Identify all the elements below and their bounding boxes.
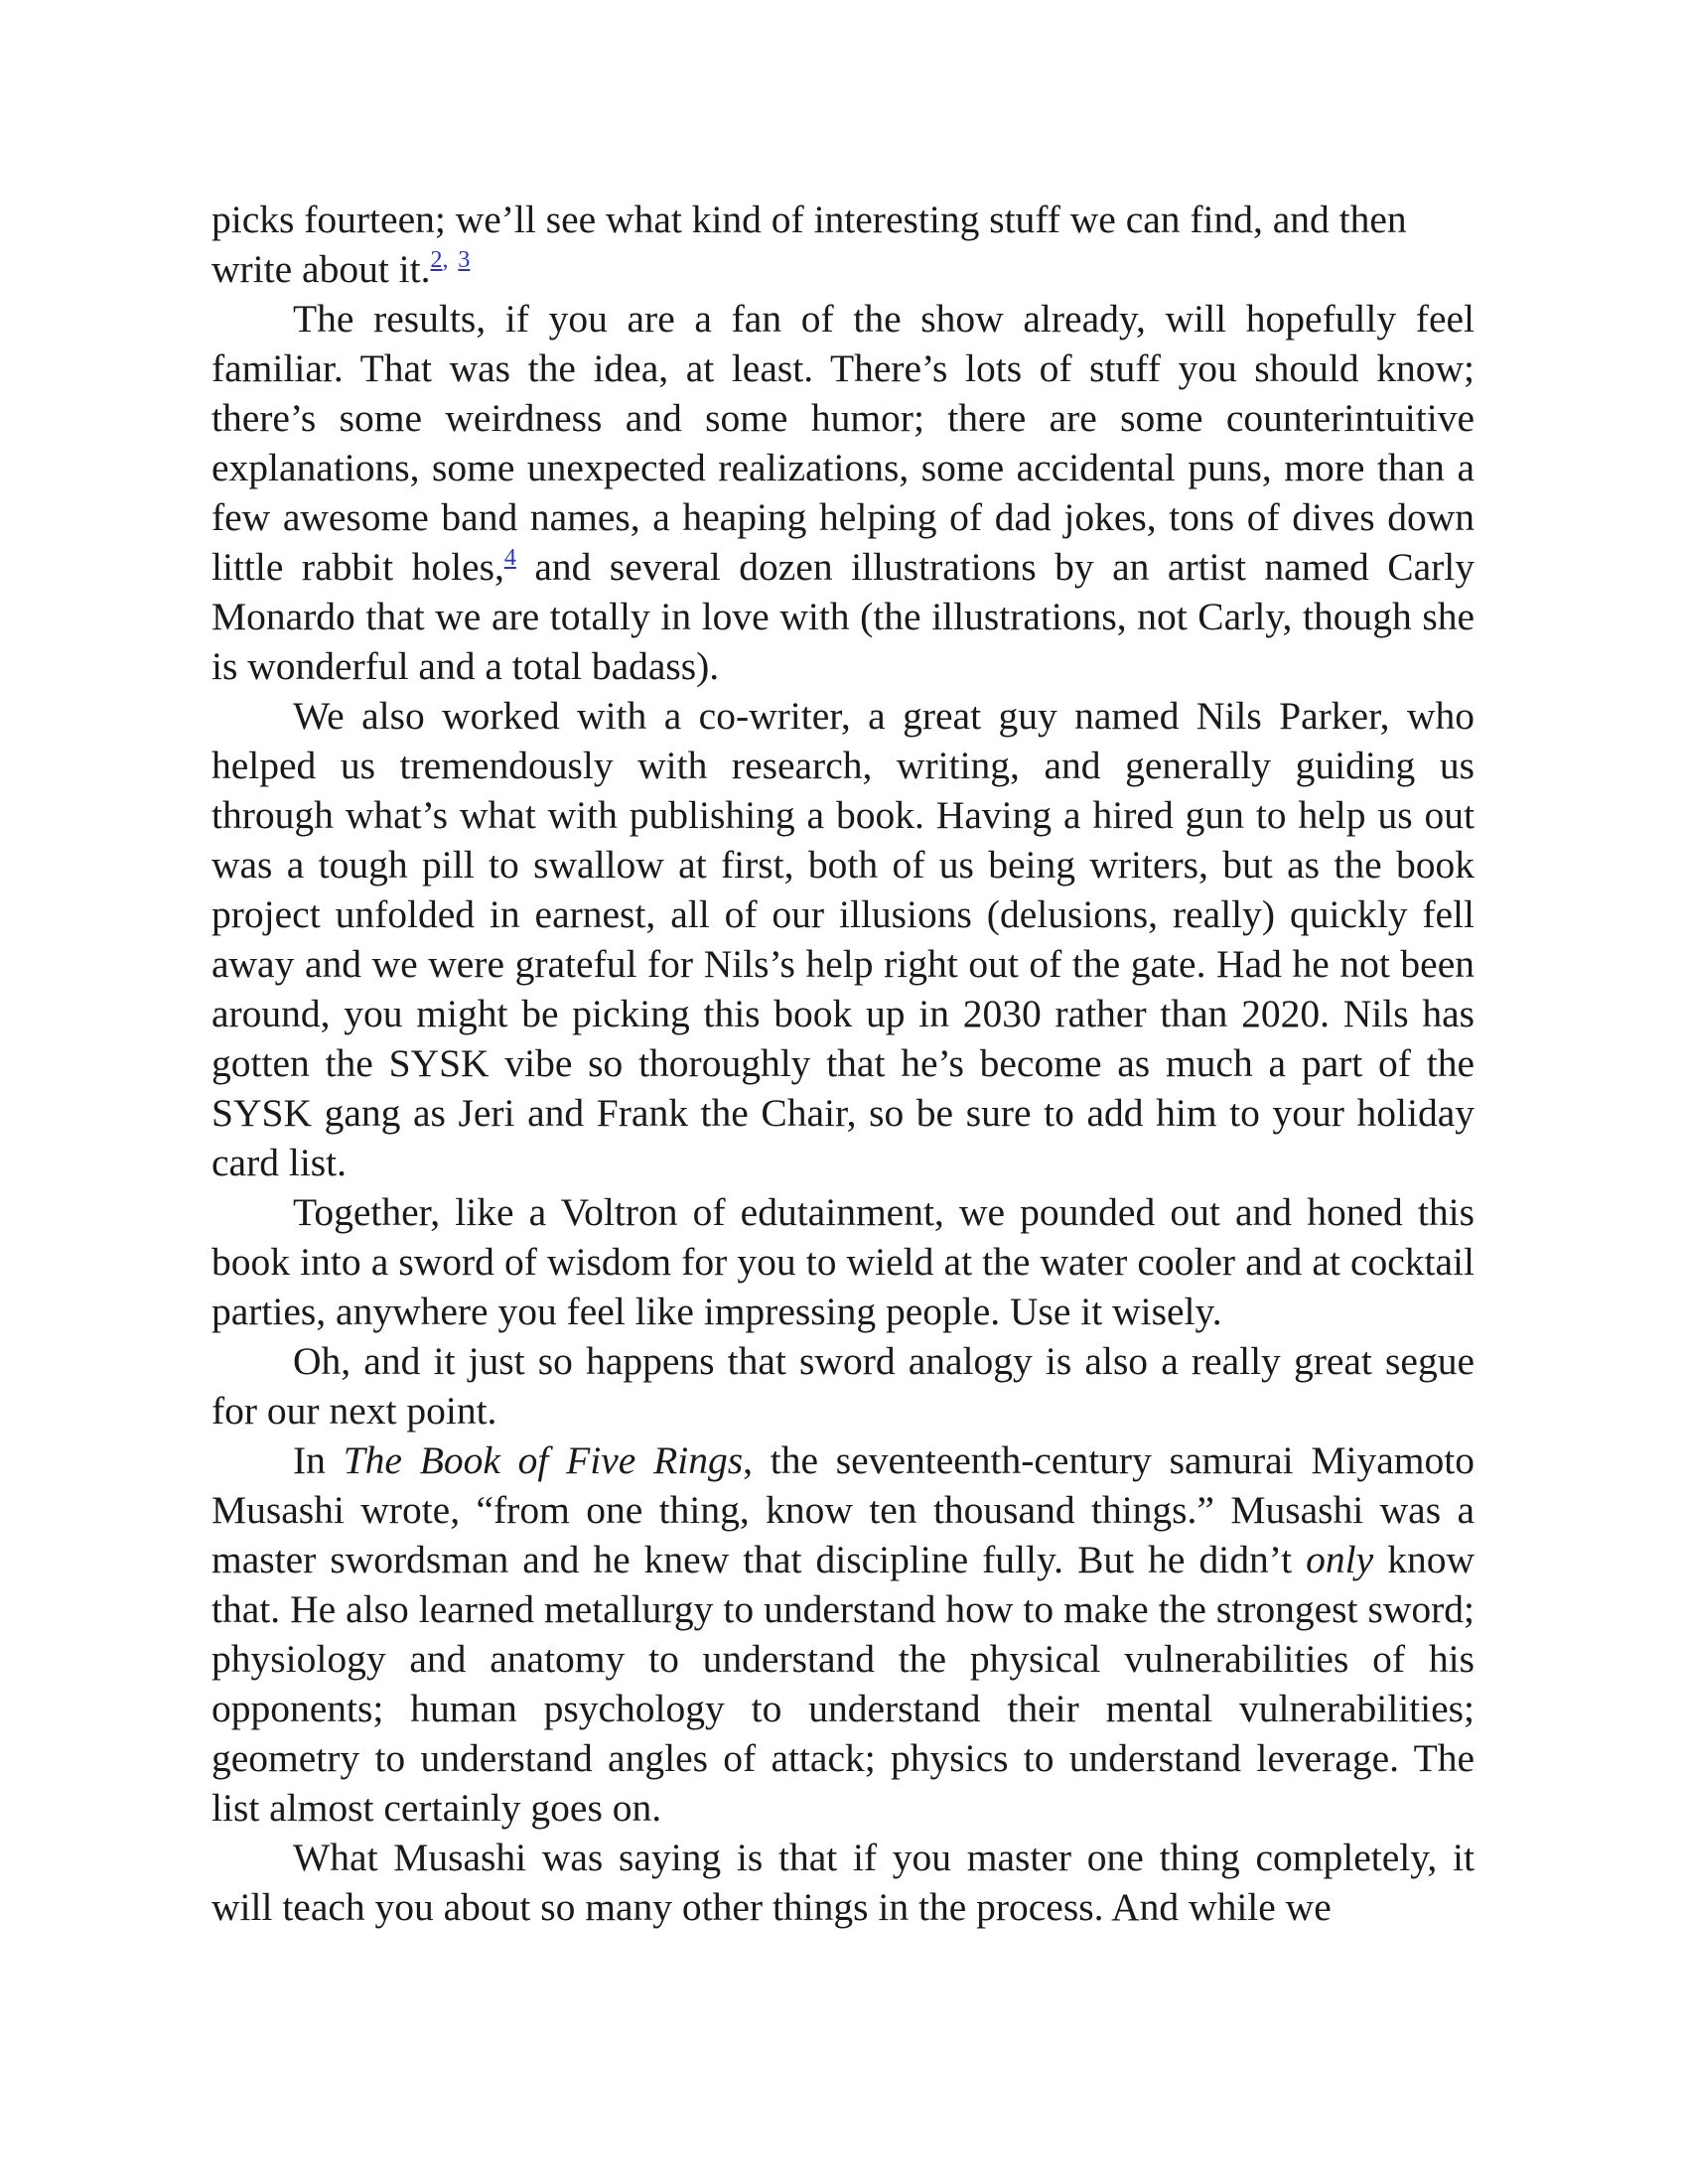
paragraph-6-text-a: In [293,1438,344,1482]
footnote-link-2[interactable]: 2 [430,247,443,273]
paragraph-2-text-before: The results, if you are a fan of the show already, will hopefully feel familiar. That was the idea, at least. There’s lots of stuff you should know; there’s some weirdness and some humor; there are some counterintuitive explanations, some unexpected realizations, some accidental puns, more than a few awesome band names, a heaping helping of dad jokes, tons of dives down little rabbit holes, [211,297,1475,589]
paragraph-7: What Musashi was saying is that if you master one thing completely, it will teach you about so many other things in the process. And while we [211,1836,1475,1929]
paragraph-6-text-c: know that. He also learned metallurgy to understand how to make the strongest sword; physiology and anatomy to understand the physical vulnerabilities of his opponents; human psychology to understand their mental vulnerabilities; geometry to understand angles of attack; physics to understand leverage. The list almost certainly goes on. [211,1538,1475,1830]
paragraph-1 [211,195,1475,294]
footnote-separator: , [442,247,449,273]
paragraph-3: We also worked with a co-writer, a great guy named Nils Parker, who helped us tremendously with research, writing, and generally guiding us through what’s what with publishing a book. Having a hired gun to help us out was a tough pill to swallow at first, both of us being writers, but as the book project unfolded in earnest, all of our illusions (delusions, really) quickly fell away and we were grateful for Nils’s help right out of the gate. Had he not been around, you might be picking this book up in 2030 rather than 2020. Nils has gotten the SYSK vibe so thoroughly that he’s become as much a part of the SYSK gang as Jeri and Frank the Chair, so be sure to add him to your holiday card list. [211,694,1475,1184]
paragraph-6-text-b: , the seventeenth-century samurai Miyamoto Musashi wrote, “from one thing, know ten thousand things.” Musashi was a master swordsman and he knew that discipline fully. But he didn’t [211,1438,1476,1581]
book-page [211,195,1475,1932]
book-title: The Book of Five Rings [343,1438,744,1482]
paragraph-4: Together, like a Voltron of edutainment, we pounded out and honed this book into a sword of wisdom for you to wield at the water cooler and at cocktail parties, anywhere you feel like impressing people. Use it wisely. [211,1190,1475,1333]
paragraph-2 [211,294,1475,691]
footnote-link-4[interactable]: 4 [503,545,516,571]
paragraph-2-text-after: and several dozen illustrations by an artist named Carly Monardo that we are totally in love with (the illustrations, not Carly, though she is wonderful and a total badass). [211,545,1475,688]
paragraph-1-text: picks fourteen; we’ll see what kind of interesting stuff we can find, and then write about it. [211,198,1407,291]
footnote-link-3[interactable]: 3 [458,247,471,273]
emphasis-word: only [1306,1538,1374,1581]
paragraph-6 [211,1435,1475,1833]
paragraph-5: Oh, and it just so happens that sword analogy is also a really great segue for our next point. [211,1339,1475,1433]
